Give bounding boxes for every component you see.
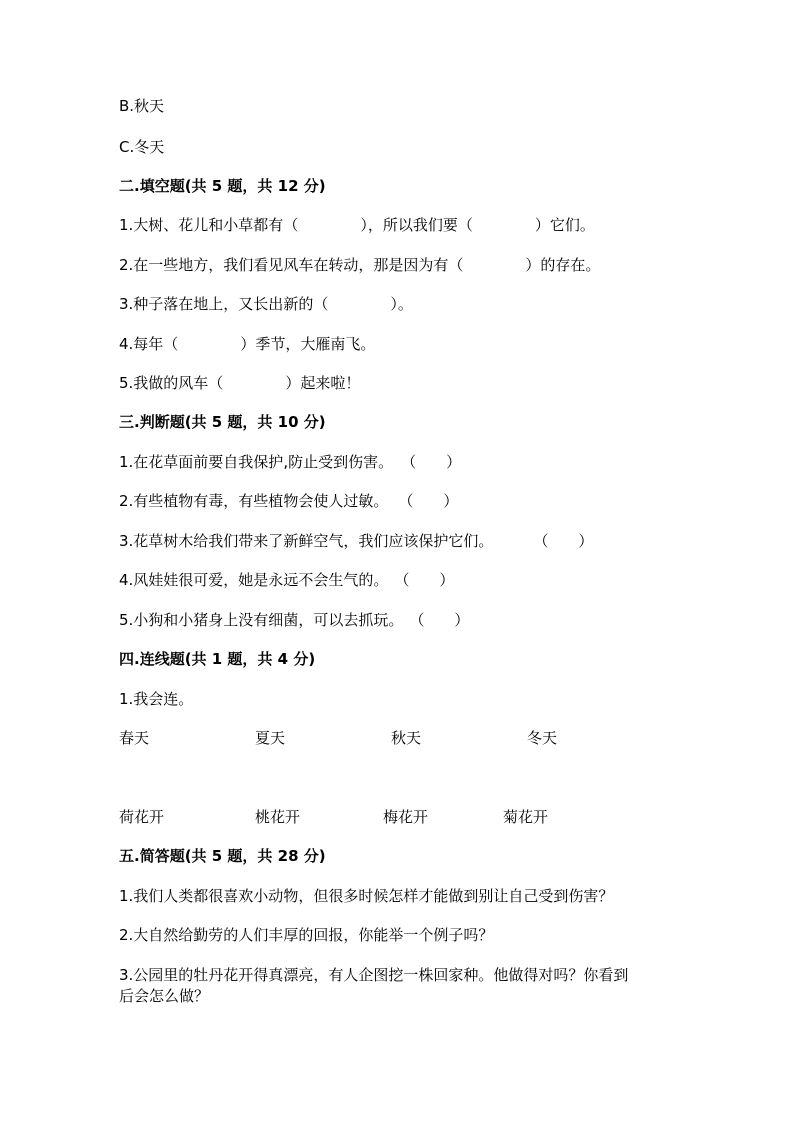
choice-option-b: B.秋天 bbox=[119, 97, 165, 115]
question-text: 5.我做的风车（ bbox=[119, 374, 224, 392]
answer-bracket-open: （ bbox=[533, 532, 549, 550]
true-false-question-1 bbox=[119, 452, 461, 472]
question-text: ）。 bbox=[390, 295, 413, 313]
true-false-question-4 bbox=[119, 570, 454, 590]
section-heading-fill-blank: 二.填空题(共 5 题，共 12 分) bbox=[119, 177, 326, 195]
question-text: 5.小狗和小猪身上没有细菌，可以去抓玩。 bbox=[119, 611, 404, 629]
season-spring[interactable]: 春天 bbox=[119, 729, 150, 747]
answer-bracket-open: （ bbox=[409, 611, 425, 629]
flower-lotus[interactable]: 荷花开 bbox=[119, 808, 165, 826]
question-text: ）它们。 bbox=[534, 216, 595, 234]
question-text: 2.有些植物有毒，有些植物会使人过敏。 bbox=[119, 492, 389, 510]
question-text: ）季节，大雁南飞。 bbox=[240, 335, 376, 353]
short-answer-question-2: 2.大自然给勤劳的人们丰厚的回报，你能举一个例子吗？ bbox=[119, 926, 494, 944]
true-false-question-5 bbox=[119, 610, 469, 630]
season-summer[interactable]: 夏天 bbox=[255, 729, 286, 747]
true-false-question-3 bbox=[119, 531, 593, 551]
season-winter[interactable]: 冬天 bbox=[527, 729, 558, 747]
question-text: 1.大树、花儿和小草都有（ bbox=[119, 216, 299, 234]
flower-plum[interactable]: 梅花开 bbox=[383, 808, 429, 826]
fill-blank-question-4 bbox=[119, 334, 375, 354]
question-text: 4.每年（ bbox=[119, 335, 179, 353]
answer-bracket-open: （ bbox=[394, 571, 410, 589]
flower-peach[interactable]: 桃花开 bbox=[255, 808, 301, 826]
fill-blank-question-2 bbox=[119, 255, 600, 275]
section-heading-matching: 四.连线题(共 1 题，共 4 分) bbox=[119, 650, 316, 668]
answer-bracket-close: ） bbox=[454, 611, 470, 629]
question-text: 3.种子落在地上，又长出新的（ bbox=[119, 295, 329, 313]
short-answer-question-3-line-1: 3.公园里的牡丹花开得真漂亮，有人企图挖一株回家种。他做得对吗？你看到 bbox=[119, 966, 629, 984]
choice-option-c: C.冬天 bbox=[119, 138, 165, 156]
flower-chrysanthemum[interactable]: 菊花开 bbox=[503, 808, 549, 826]
answer-bracket-open: （ bbox=[401, 453, 417, 471]
question-text: 1.在花草面前要自我保护,防止受到伤害。 bbox=[119, 453, 394, 471]
answer-bracket-close: ） bbox=[443, 492, 459, 510]
fill-blank-question-3 bbox=[119, 294, 413, 314]
answer-bracket-close: ） bbox=[446, 453, 462, 471]
answer-bracket-open: （ bbox=[398, 492, 414, 510]
answer-bracket-close: ） bbox=[578, 532, 594, 550]
short-answer-question-1: 1.我们人类都很喜欢小动物，但很多时候怎样才能做到别让自己受到伤害？ bbox=[119, 887, 614, 905]
answer-bracket-close: ） bbox=[439, 571, 455, 589]
matching-prompt: 1.我会连。 bbox=[119, 690, 194, 708]
fill-blank-question-1 bbox=[119, 215, 595, 235]
season-autumn[interactable]: 秋天 bbox=[391, 729, 422, 747]
section-heading-short-answer: 五.简答题(共 5 题，共 28 分) bbox=[119, 847, 326, 865]
question-text: 2.在一些地方，我们看见风车在转动，那是因为有（ bbox=[119, 256, 464, 274]
section-heading-true-false: 三.判断题(共 5 题，共 10 分) bbox=[119, 413, 326, 431]
question-text: ）的存在。 bbox=[525, 256, 601, 274]
question-text: ）起来啦！ bbox=[285, 374, 361, 392]
question-text: 4.风娃娃很可爱，她是永远不会生气的。 bbox=[119, 571, 389, 589]
question-text: 3.花草树木给我们带来了新鲜空气，我们应该保护它们。 bbox=[119, 532, 494, 550]
short-answer-question-3-line-2: 后会怎么做？ bbox=[119, 987, 210, 1005]
true-false-question-2 bbox=[119, 491, 458, 511]
question-text: ），所以我们要（ bbox=[360, 216, 473, 234]
fill-blank-question-5 bbox=[119, 373, 360, 393]
